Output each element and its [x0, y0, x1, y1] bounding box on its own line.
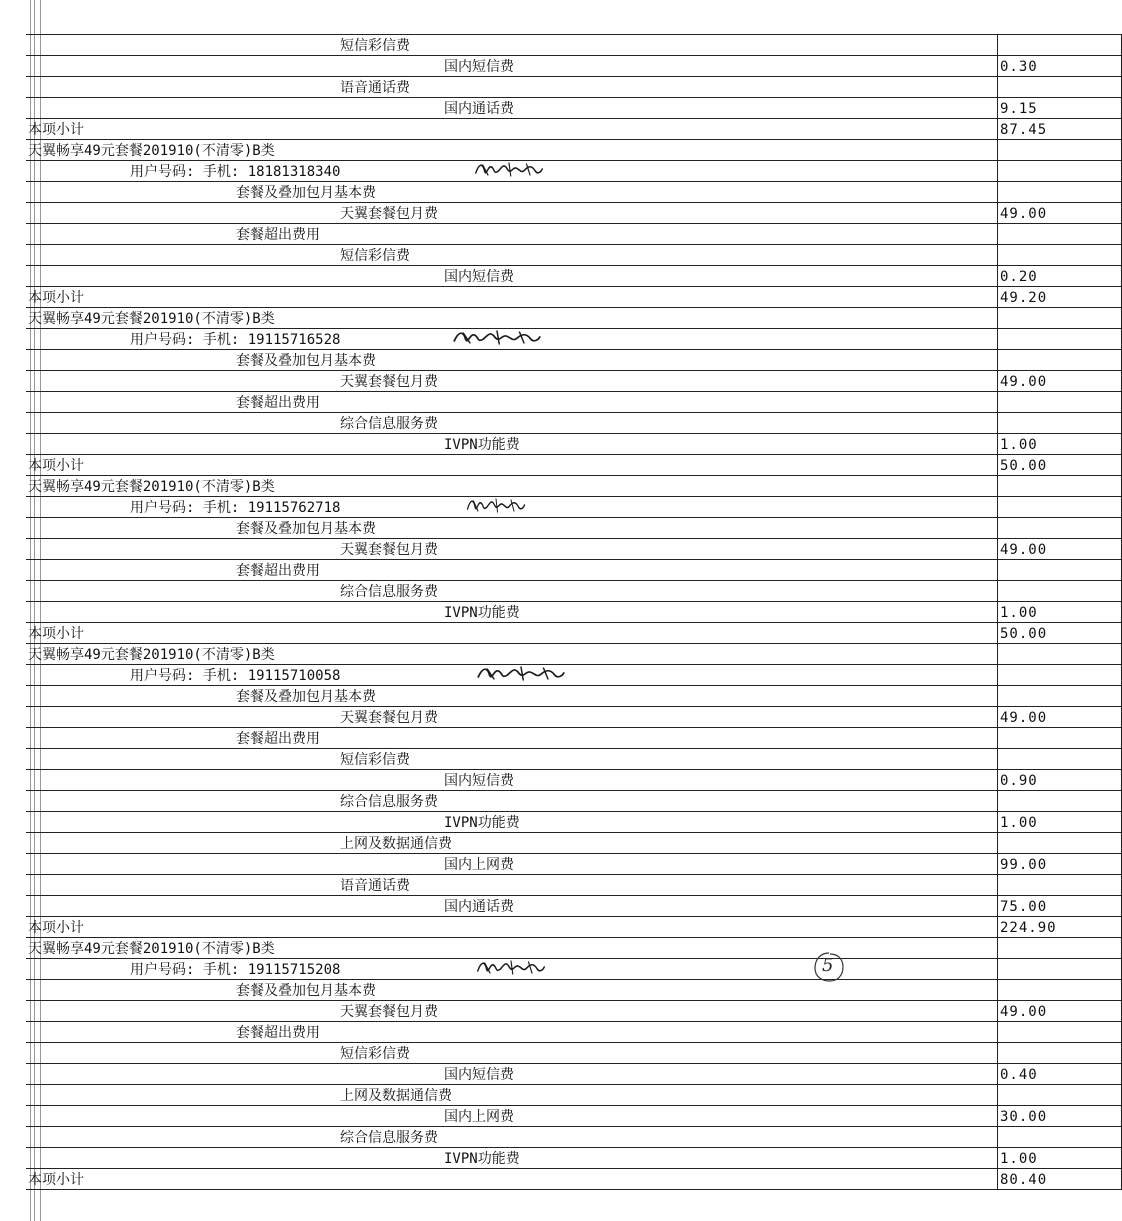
row-amount: 1.00 — [998, 434, 1122, 455]
row-amount — [998, 77, 1122, 98]
row-label: 国内上网费 — [444, 1109, 514, 1125]
row-label: 本项小计 — [28, 920, 84, 936]
row-description — [26, 161, 998, 182]
subtotal-row — [26, 1169, 1122, 1190]
row-description — [26, 959, 998, 980]
row-description — [26, 1106, 998, 1127]
row-amount — [998, 980, 1122, 1001]
row-amount: 50.00 — [998, 623, 1122, 644]
row-description — [26, 1169, 998, 1190]
row-description — [26, 1022, 998, 1043]
row-amount: 49.00 — [998, 707, 1122, 728]
row-description — [26, 749, 998, 770]
row-amount: 80.40 — [998, 1169, 1122, 1190]
row-label: 天翼畅享49元套餐201910(不清零)B类 — [28, 479, 275, 495]
row-amount — [998, 791, 1122, 812]
row-description — [26, 707, 998, 728]
table-row — [26, 1043, 1122, 1064]
table-row — [26, 1001, 1122, 1022]
table-row — [26, 308, 1122, 329]
row-description — [26, 665, 998, 686]
row-amount: 49.00 — [998, 539, 1122, 560]
row-description — [26, 350, 998, 371]
row-label: 综合信息服务费 — [340, 794, 438, 810]
row-description — [26, 140, 998, 161]
row-amount — [998, 182, 1122, 203]
table-row — [26, 140, 1122, 161]
row-description — [26, 581, 998, 602]
row-label: 综合信息服务费 — [340, 416, 438, 432]
table-row — [26, 959, 1122, 980]
row-amount: 0.40 — [998, 1064, 1122, 1085]
table-row — [26, 371, 1122, 392]
bill-table-body — [26, 35, 1122, 1190]
page-number: 5 — [822, 955, 834, 976]
handwritten-signature — [466, 495, 526, 515]
table-row — [26, 812, 1122, 833]
row-description — [26, 812, 998, 833]
row-amount: 87.45 — [998, 119, 1122, 140]
row-label: 天翼畅享49元套餐201910(不清零)B类 — [28, 941, 275, 957]
row-amount: 75.00 — [998, 896, 1122, 917]
row-amount — [998, 749, 1122, 770]
row-label: 上网及数据通信费 — [340, 1088, 452, 1104]
row-amount: 30.00 — [998, 1106, 1122, 1127]
row-description — [26, 413, 998, 434]
row-amount — [998, 35, 1122, 56]
row-label: 短信彩信费 — [340, 1046, 410, 1062]
table-row — [26, 581, 1122, 602]
table-row — [26, 749, 1122, 770]
row-label: 天翼畅享49元套餐201910(不清零)B类 — [28, 311, 275, 327]
table-row — [26, 1127, 1122, 1148]
handwritten-signature — [474, 159, 544, 179]
table-row — [26, 434, 1122, 455]
table-row — [26, 644, 1122, 665]
row-amount: 99.00 — [998, 854, 1122, 875]
row-description — [26, 938, 998, 959]
row-label: 国内短信费 — [444, 773, 514, 789]
handwritten-signature — [452, 327, 542, 347]
row-amount: 1.00 — [998, 602, 1122, 623]
table-row — [26, 98, 1122, 119]
table-row — [26, 602, 1122, 623]
row-label: 套餐超出费用 — [236, 227, 320, 243]
handwritten-signature — [476, 957, 546, 977]
table-row — [26, 182, 1122, 203]
row-label: 综合信息服务费 — [340, 584, 438, 600]
row-description — [26, 434, 998, 455]
row-amount: 1.00 — [998, 1148, 1122, 1169]
row-amount — [998, 665, 1122, 686]
row-amount: 0.20 — [998, 266, 1122, 287]
row-description — [26, 560, 998, 581]
row-amount — [998, 1022, 1122, 1043]
table-row — [26, 224, 1122, 245]
row-amount: 0.30 — [998, 56, 1122, 77]
row-label: 本项小计 — [28, 290, 84, 306]
table-row — [26, 896, 1122, 917]
table-row — [26, 497, 1122, 518]
row-description — [26, 308, 998, 329]
table-row — [26, 413, 1122, 434]
row-label: IVPN功能费 — [444, 815, 520, 831]
row-label: 语音通话费 — [340, 80, 410, 96]
table-row — [26, 350, 1122, 371]
row-label: 天翼套餐包月费 — [340, 710, 438, 726]
row-label: 套餐及叠加包月基本费 — [236, 521, 376, 537]
row-amount — [998, 833, 1122, 854]
row-description — [26, 791, 998, 812]
row-label: 用户号码: 手机: 19115762718 — [130, 500, 341, 516]
row-amount — [998, 392, 1122, 413]
row-label: 国内通话费 — [444, 101, 514, 117]
row-description — [26, 497, 998, 518]
row-label: IVPN功能费 — [444, 437, 520, 453]
row-label: 套餐及叠加包月基本费 — [236, 983, 376, 999]
table-row — [26, 686, 1122, 707]
row-label: 本项小计 — [28, 458, 84, 474]
row-label: 综合信息服务费 — [340, 1130, 438, 1146]
row-description — [26, 1148, 998, 1169]
row-label: 套餐超出费用 — [236, 395, 320, 411]
row-amount: 1.00 — [998, 812, 1122, 833]
row-description — [26, 1127, 998, 1148]
row-amount — [998, 581, 1122, 602]
table-row — [26, 329, 1122, 350]
row-amount — [998, 686, 1122, 707]
row-description — [26, 77, 998, 98]
table-row — [26, 518, 1122, 539]
row-description — [26, 1043, 998, 1064]
row-amount — [998, 308, 1122, 329]
table-row — [26, 938, 1122, 959]
table-row — [26, 770, 1122, 791]
table-row — [26, 539, 1122, 560]
row-label: 上网及数据通信费 — [340, 836, 452, 852]
row-amount — [998, 518, 1122, 539]
subtotal-row — [26, 119, 1122, 140]
row-amount — [998, 1085, 1122, 1106]
row-amount — [998, 476, 1122, 497]
row-label: 国内短信费 — [444, 59, 514, 75]
row-label: 套餐及叠加包月基本费 — [236, 353, 376, 369]
table-row — [26, 560, 1122, 581]
row-label: IVPN功能费 — [444, 1151, 520, 1167]
row-amount: 0.90 — [998, 770, 1122, 791]
row-amount: 50.00 — [998, 455, 1122, 476]
row-description — [26, 1085, 998, 1106]
row-description — [26, 518, 998, 539]
row-description — [26, 644, 998, 665]
table-row — [26, 665, 1122, 686]
table-row — [26, 392, 1122, 413]
row-label: 套餐及叠加包月基本费 — [236, 185, 376, 201]
row-description — [26, 119, 998, 140]
table-row — [26, 1064, 1122, 1085]
row-label: 短信彩信费 — [340, 248, 410, 264]
table-row — [26, 1106, 1122, 1127]
row-description — [26, 287, 998, 308]
table-row — [26, 266, 1122, 287]
row-description — [26, 854, 998, 875]
row-label: 套餐及叠加包月基本费 — [236, 689, 376, 705]
row-label: 套餐超出费用 — [236, 563, 320, 579]
row-amount — [998, 728, 1122, 749]
row-amount — [998, 329, 1122, 350]
row-amount — [998, 161, 1122, 182]
row-amount — [998, 644, 1122, 665]
row-amount: 49.00 — [998, 371, 1122, 392]
subtotal-row — [26, 623, 1122, 644]
row-amount — [998, 938, 1122, 959]
row-amount — [998, 1127, 1122, 1148]
row-label: 用户号码: 手机: 19115710058 — [130, 668, 341, 684]
table-row — [26, 728, 1122, 749]
row-label: 天翼畅享49元套餐201910(不清零)B类 — [28, 647, 275, 663]
row-amount: 9.15 — [998, 98, 1122, 119]
table-row — [26, 707, 1122, 728]
table-row — [26, 1085, 1122, 1106]
subtotal-row — [26, 455, 1122, 476]
row-label: 用户号码: 手机: 19115715208 — [130, 962, 341, 978]
row-description — [26, 392, 998, 413]
row-description — [26, 245, 998, 266]
row-description — [26, 917, 998, 938]
table-row — [26, 1022, 1122, 1043]
row-amount — [998, 560, 1122, 581]
row-amount: 49.00 — [998, 1001, 1122, 1022]
row-amount — [998, 350, 1122, 371]
row-label: 天翼畅享49元套餐201910(不清零)B类 — [28, 143, 275, 159]
row-description — [26, 833, 998, 854]
table-row — [26, 77, 1122, 98]
row-label: 国内通话费 — [444, 899, 514, 915]
row-description — [26, 329, 998, 350]
row-label: 国内短信费 — [444, 1067, 514, 1083]
row-description — [26, 371, 998, 392]
table-row — [26, 833, 1122, 854]
row-label: 天翼套餐包月费 — [340, 374, 438, 390]
row-label: 用户号码: 手机: 18181318340 — [130, 164, 341, 180]
row-description — [26, 203, 998, 224]
subtotal-row — [26, 287, 1122, 308]
row-description — [26, 224, 998, 245]
row-label: 国内上网费 — [444, 857, 514, 873]
page-number-mark — [812, 950, 846, 984]
table-row — [26, 875, 1122, 896]
row-label: 天翼套餐包月费 — [340, 206, 438, 222]
table-row — [26, 161, 1122, 182]
row-amount — [998, 497, 1122, 518]
row-amount: 49.00 — [998, 203, 1122, 224]
row-amount: 49.20 — [998, 287, 1122, 308]
row-label: 本项小计 — [28, 122, 84, 138]
table-row — [26, 1148, 1122, 1169]
table-row — [26, 203, 1122, 224]
row-description — [26, 602, 998, 623]
handwritten-signature — [476, 663, 566, 683]
row-label: 语音通话费 — [340, 878, 410, 894]
row-label: 短信彩信费 — [340, 752, 410, 768]
row-label: 本项小计 — [28, 1172, 84, 1188]
table-row — [26, 980, 1122, 1001]
row-label: IVPN功能费 — [444, 605, 520, 621]
bill-table — [26, 34, 1122, 1190]
row-amount — [998, 245, 1122, 266]
row-description — [26, 770, 998, 791]
row-description — [26, 476, 998, 497]
row-amount — [998, 1043, 1122, 1064]
row-amount — [998, 875, 1122, 896]
row-description — [26, 728, 998, 749]
row-description — [26, 896, 998, 917]
row-label: 天翼套餐包月费 — [340, 1004, 438, 1020]
table-row — [26, 854, 1122, 875]
row-label: 短信彩信费 — [340, 38, 410, 54]
row-description — [26, 875, 998, 896]
row-description — [26, 686, 998, 707]
row-description — [26, 56, 998, 77]
row-amount: 224.90 — [998, 917, 1122, 938]
row-description — [26, 1064, 998, 1085]
row-label: 用户号码: 手机: 19115716528 — [130, 332, 341, 348]
row-label: 国内短信费 — [444, 269, 514, 285]
row-description — [26, 455, 998, 476]
table-row — [26, 35, 1122, 56]
table-row — [26, 56, 1122, 77]
row-description — [26, 266, 998, 287]
row-description — [26, 623, 998, 644]
table-row — [26, 245, 1122, 266]
row-label: 本项小计 — [28, 626, 84, 642]
row-label: 天翼套餐包月费 — [340, 542, 438, 558]
row-label: 套餐超出费用 — [236, 731, 320, 747]
row-description — [26, 182, 998, 203]
row-description — [26, 98, 998, 119]
row-label: 套餐超出费用 — [236, 1025, 320, 1041]
row-amount — [998, 140, 1122, 161]
row-description — [26, 35, 998, 56]
row-amount — [998, 413, 1122, 434]
row-description — [26, 980, 998, 1001]
subtotal-row — [26, 917, 1122, 938]
row-description — [26, 539, 998, 560]
row-description — [26, 1001, 998, 1022]
table-row — [26, 791, 1122, 812]
table-row — [26, 476, 1122, 497]
row-amount — [998, 224, 1122, 245]
row-amount — [998, 959, 1122, 980]
